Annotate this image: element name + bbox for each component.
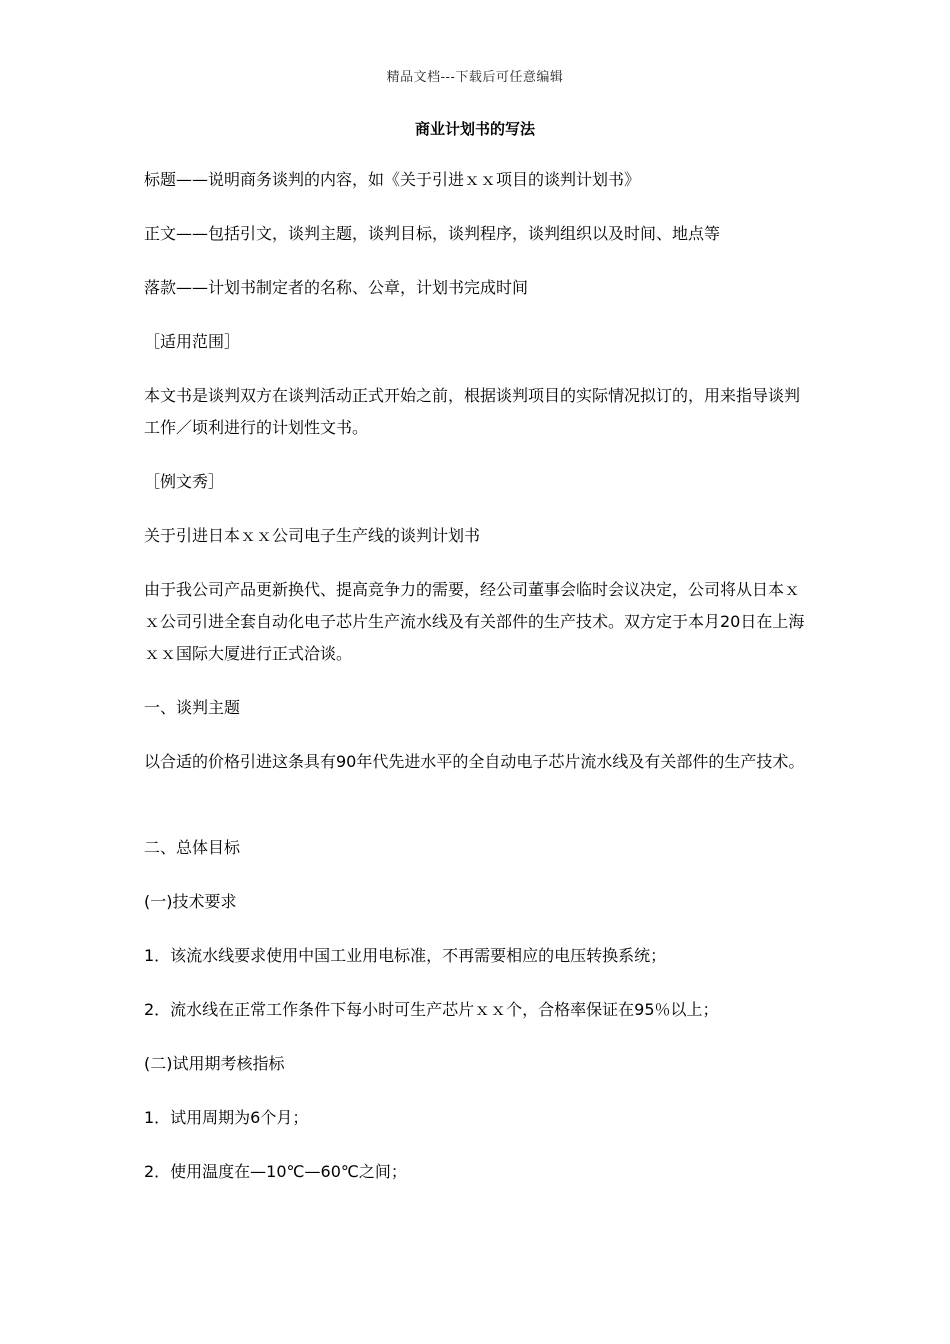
section-heading-scope: ［适用范围］: [144, 332, 241, 351]
paragraph-body-rule: 正文——包括引文，谈判主题，谈判目标，谈判程序，谈判组织以及时间、地点等: [144, 224, 721, 243]
subheading-tech-requirements: (一)技术要求: [144, 892, 237, 911]
heading-overall-goal: 二、总体目标: [144, 838, 241, 857]
list-item-trial-2: 2．使用温度在—10℃—60℃之间；: [144, 1162, 407, 1181]
section-heading-example: ［例文秀］: [144, 472, 225, 491]
page-header: 精品文档---下载后可任意编辑: [386, 70, 564, 85]
list-item-tech-2: 2．流水线在正常工作条件下每小时可生产芯片ｘｘ个，合格率保证在95％以上；: [144, 1000, 719, 1019]
list-item-trial-1: 1．试用周期为6个月；: [144, 1108, 309, 1127]
list-item-tech-1: 1．该流水线要求使用中国工业用电标准，不再需要相应的电压转换系统；: [144, 946, 667, 965]
paragraph-title-rule: 标题——说明商务谈判的内容，如《关于引进ｘｘ项目的谈判计划书》: [144, 170, 641, 189]
paragraph-signature-rule: 落款——计划书制定者的名称、公章，计划书完成时间: [144, 278, 529, 297]
paragraph-scope: 本文书是谈判双方在谈判活动正式开始之前，根据谈判项目的实际情况拟订的，用来指导谈判工作／顷利进行的计划性文书。: [144, 386, 801, 437]
heading-topic: 一、谈判主题: [144, 698, 241, 717]
document-title: 商业计划书的写法: [414, 120, 535, 138]
paragraph-topic: 以合适的价格引进这条具有90年代先进水平的全自动电子芯片流水线及有关部件的生产技术。: [144, 752, 805, 771]
example-title: 关于引进日本ｘｘ公司电子生产线的谈判计划书: [144, 526, 481, 545]
subheading-trial-indicators: (二)试用期考核指标: [144, 1054, 285, 1073]
paragraph-intro: 由于我公司产品更新换代、提高竞争力的需要，经公司董事会临时会议决定，公司将从日本ｘｘ公司引进全套自动化电子芯片生产流水线及有关部件的生产技术。双方定于本月20日在上海ｘｘ国际大厦进行正式洽谈。: [144, 580, 805, 663]
